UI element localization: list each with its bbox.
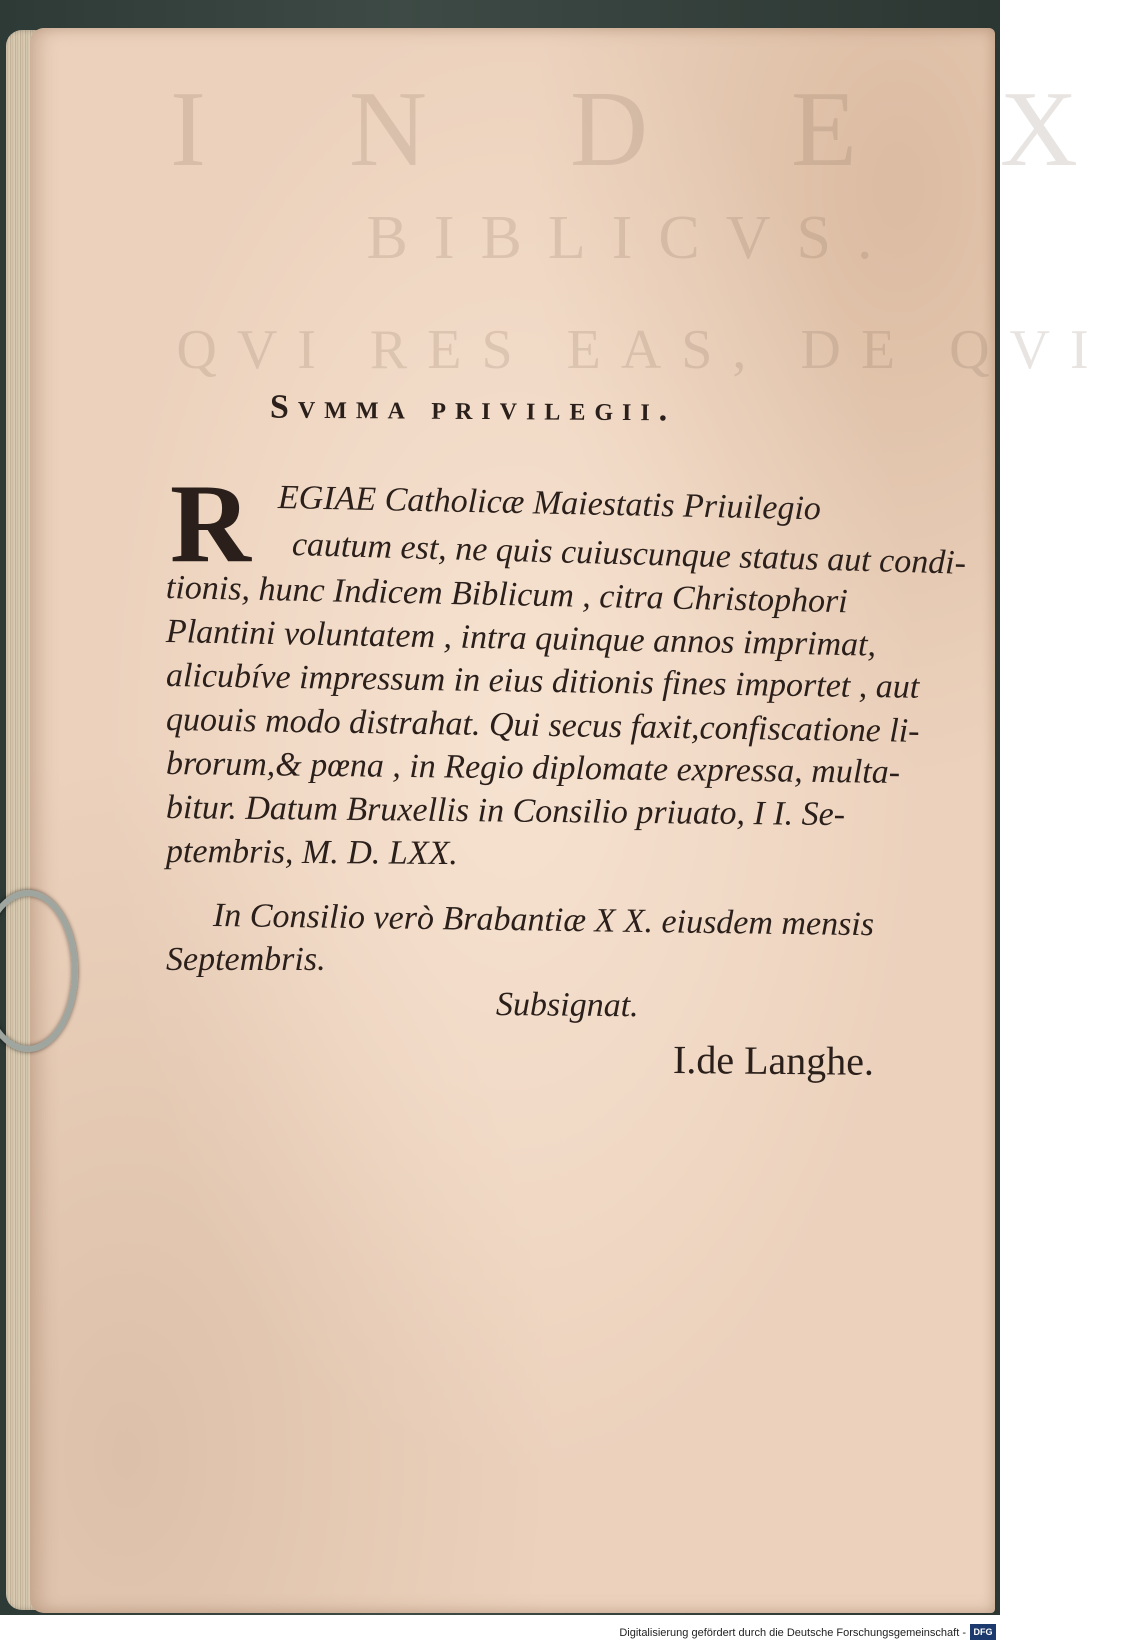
- bleedthrough-title: I N D E X: [170, 70, 1136, 189]
- privilege-text-line: bitur. Datum Bruxellis in Consilio priuato, I I. Se-: [165, 789, 846, 834]
- drop-capital: R: [170, 462, 251, 586]
- bleedthrough-line: QVI RES EAS, DE QVI: [176, 319, 1109, 381]
- digitization-credit: Digitalisierung gefördert durch die Deutsche Forschungsgemeinschaft -: [619, 1627, 966, 1639]
- bleedthrough-subtitle: BIBLICVS.: [366, 204, 899, 272]
- privilege-text-line: alicubíve impressum in eius ditionis fines importet , aut: [165, 657, 920, 706]
- council-text-line: In Consilio verò Brabantiæ X X. eiusdem mensis: [212, 897, 875, 944]
- privilege-text-line: Plantini voluntatem , intra quinque annos imprimat,: [165, 613, 877, 664]
- council-text-line: Septembris.: [166, 941, 326, 978]
- privilege-heading: Svmma privilegii.: [269, 388, 677, 429]
- subsignat-text: Subsignat.: [495, 986, 639, 1025]
- privilege-text-line: EGIAE Catholicæ Maiestatis Priuilegio: [277, 479, 822, 528]
- privilege-text-line: ptembris, M. D. LXX.: [165, 833, 458, 873]
- privilege-text-line: cautum est, ne quis cuiuscunque status aut condi-: [291, 526, 967, 582]
- dfg-logo: DFG: [970, 1624, 996, 1640]
- signer-name: I.de Langhe.: [672, 1037, 875, 1084]
- privilege-text-line: tionis, hunc Indicem Biblicum , citra Christophori: [165, 569, 849, 621]
- privilege-text-line: quouis modo distrahat. Qui secus faxit,confiscatione li-: [165, 701, 920, 750]
- privilege-text-line: brorum,& pœna , in Regio diplomate expressa, multa-: [165, 745, 901, 791]
- book-page: [30, 28, 1136, 1613]
